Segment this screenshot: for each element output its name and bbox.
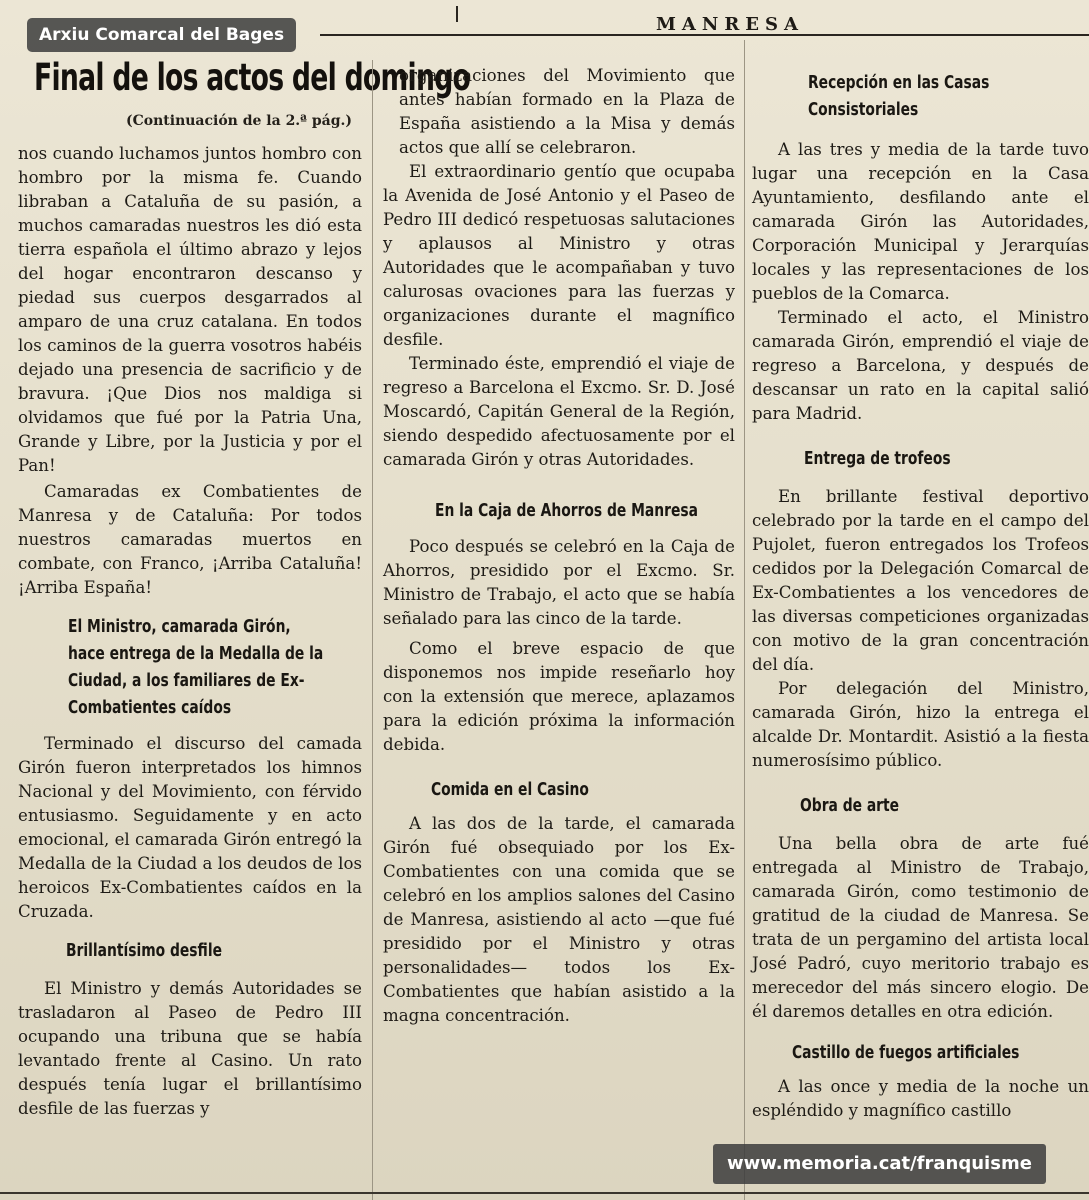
paragraph: Poco después se celebró en la Caja de Ahorros, presidido por el Excmo. Sr. Ministro de Trabajo, el acto que se había señalado para las cinco de la tarde. xyxy=(383,537,735,628)
paragraph: organizaciones del Movimiento que antes habían formado en la Plaza de España asistiendo a la Misa y demás actos que allí se celebraron. xyxy=(399,66,735,157)
footer-rule xyxy=(0,1192,1089,1194)
paragraph: Por delegación del Ministro, camarada Girón, hizo la entrega el alcalde Dr. Montardit. Asistió a la fiesta numerosísimo público. xyxy=(752,679,1089,770)
newspaper-title: MANRESA xyxy=(656,14,804,35)
column-1 xyxy=(18,142,362,1200)
section-heading: Brillantísimo desfile xyxy=(66,941,222,961)
paragraph: A las tres y media de la tarde tuvo lugar una recepción en la Casa Ayuntamiento, desfilando ante el camarada Girón las Autoridades, Corporación Municipal y Jerarquías locales y las representaciones de los pueblos de la Comarca. xyxy=(752,140,1089,303)
paragraph: Terminado éste, emprendió el viaje de regreso a Barcelona el Excmo. Sr. D. José Moscardó, Capitán General de la Región, siendo despedido afectuosamente por el camarada Girón y otras Autoridades. xyxy=(383,354,735,469)
source-watermark: www.memoria.cat/franquisme xyxy=(713,1144,1046,1184)
header-tick xyxy=(456,6,458,22)
paragraph: A las once y media de la noche un espléndido y magnífico castillo xyxy=(752,1077,1089,1120)
section-heading: El Ministro, camarada Girón, hace entrega de la Medalla de la Ciudad, a los familiares de Ex- Combatientes caídos xyxy=(68,617,324,718)
column-divider xyxy=(372,60,373,1200)
paragraph: Una bella obra de arte fué entregada al Ministro de Trabajo, camarada Girón, como testimonio de gratitud de la ciudad de Manresa. Se trata de un pergamino del artista local José Padró, cuyo meritorio trabajo es merecedor del más sincero elogio. De él daremos detalles en otra edición. xyxy=(752,834,1089,1021)
article-title: Final de los actos del domingo xyxy=(34,56,471,99)
column-3 xyxy=(752,70,1089,1200)
section-heading: Castillo de fuegos artificiales xyxy=(792,1043,1020,1063)
paragraph: nos cuando luchamos juntos hombro con hombro por la misma fe. Cuando libraban a Cataluña de su pasión, a muchos camaradas nuestros les dió esta tierra española el último abrazo y lejos del hogar encontraron descanso y piedad sus cuerpos desgarrados al amparo de una cruz catalana. En todos los caminos de la guerra vosotros habéis dejado una presencia de sacrificio y de bravura. ¡Que Dios nos maldiga si olvidamos que fué por la Patria Una, Grande y Libre, por la Justicia y por el Pan! xyxy=(18,144,362,475)
paragraph: Camaradas ex Combatientes de Manresa y de Cataluña: Por todos nuestros camaradas muertos en combate, con Franco, ¡Arriba Cataluña! ¡Arriba España! xyxy=(18,482,362,597)
paragraph: El extraordinario gentío que ocupaba la Avenida de José Antonio y el Paseo de Pedro III dedicó respetuosas salutaciones y aplausos al Ministro y otras Autoridades que le acompañaban y tuvo calurosas ovaciones para las fuerzas y organizaciones durante el magnífico desfile. xyxy=(383,162,735,349)
section-heading: Entrega de trofeos xyxy=(804,449,951,469)
section-heading: Obra de arte xyxy=(800,796,900,816)
column-2 xyxy=(383,64,735,1200)
archive-badge: Arxiu Comarcal del Bages xyxy=(27,18,296,52)
paragraph: A las dos de la tarde, el camarada Girón fué obsequiado por los Ex-Combatientes con una comida que se celebró en los amplios salones del Casino de Manresa, asistiendo al acto —que fué presidido por el Ministro y otras personalidades— todos los Ex-Combatientes que habían asistido a la magna concentración. xyxy=(383,814,735,1025)
paragraph: Terminado el acto, el Ministro camarada Girón, emprendió el viaje de regreso a Barcelona, y después de descansar un rato en la capital salió para Madrid. xyxy=(752,308,1089,423)
paragraph: Como el breve espacio de que disponemos nos impide reseñarlo hoy con la extensión que merece, aplazamos para la edición próxima la información debida. xyxy=(383,639,735,754)
section-heading: En la Caja de Ahorros de Manresa xyxy=(435,501,698,521)
section-heading: Comida en el Casino xyxy=(431,780,589,800)
column-divider xyxy=(744,40,745,1200)
paragraph: Terminado el discurso del camada Girón fueron interpretados los himnos Nacional y del Movimiento, con férvido entusiasmo. Seguidamente y en acto emocional, el camarada Girón entregó la Medalla de la Ciudad a los deudos de los heroicos Ex-Combatientes caídos en la Cruzada. xyxy=(18,734,362,921)
paragraph: El Ministro y demás Autoridades se trasladaron al Paseo de Pedro III ocupando una tribuna que se había levantado frente al Casino. Un rato después tenía lugar el brillantísimo desfile de las fuerzas y xyxy=(18,979,362,1118)
continuation-note: (Continuación de la 2.ª pág.) xyxy=(126,113,353,129)
paragraph: En brillante festival deportivo celebrado por la tarde en el campo del Pujolet, fueron entregados los Trofeos cedidos por la Delegación Comarcal de Ex-Combatientes a los vencedores de las diversas competiciones organizadas con motivo de la gran concentración del día. xyxy=(752,487,1089,674)
section-heading: Recepción en las Casas Consistoriales xyxy=(808,73,990,120)
